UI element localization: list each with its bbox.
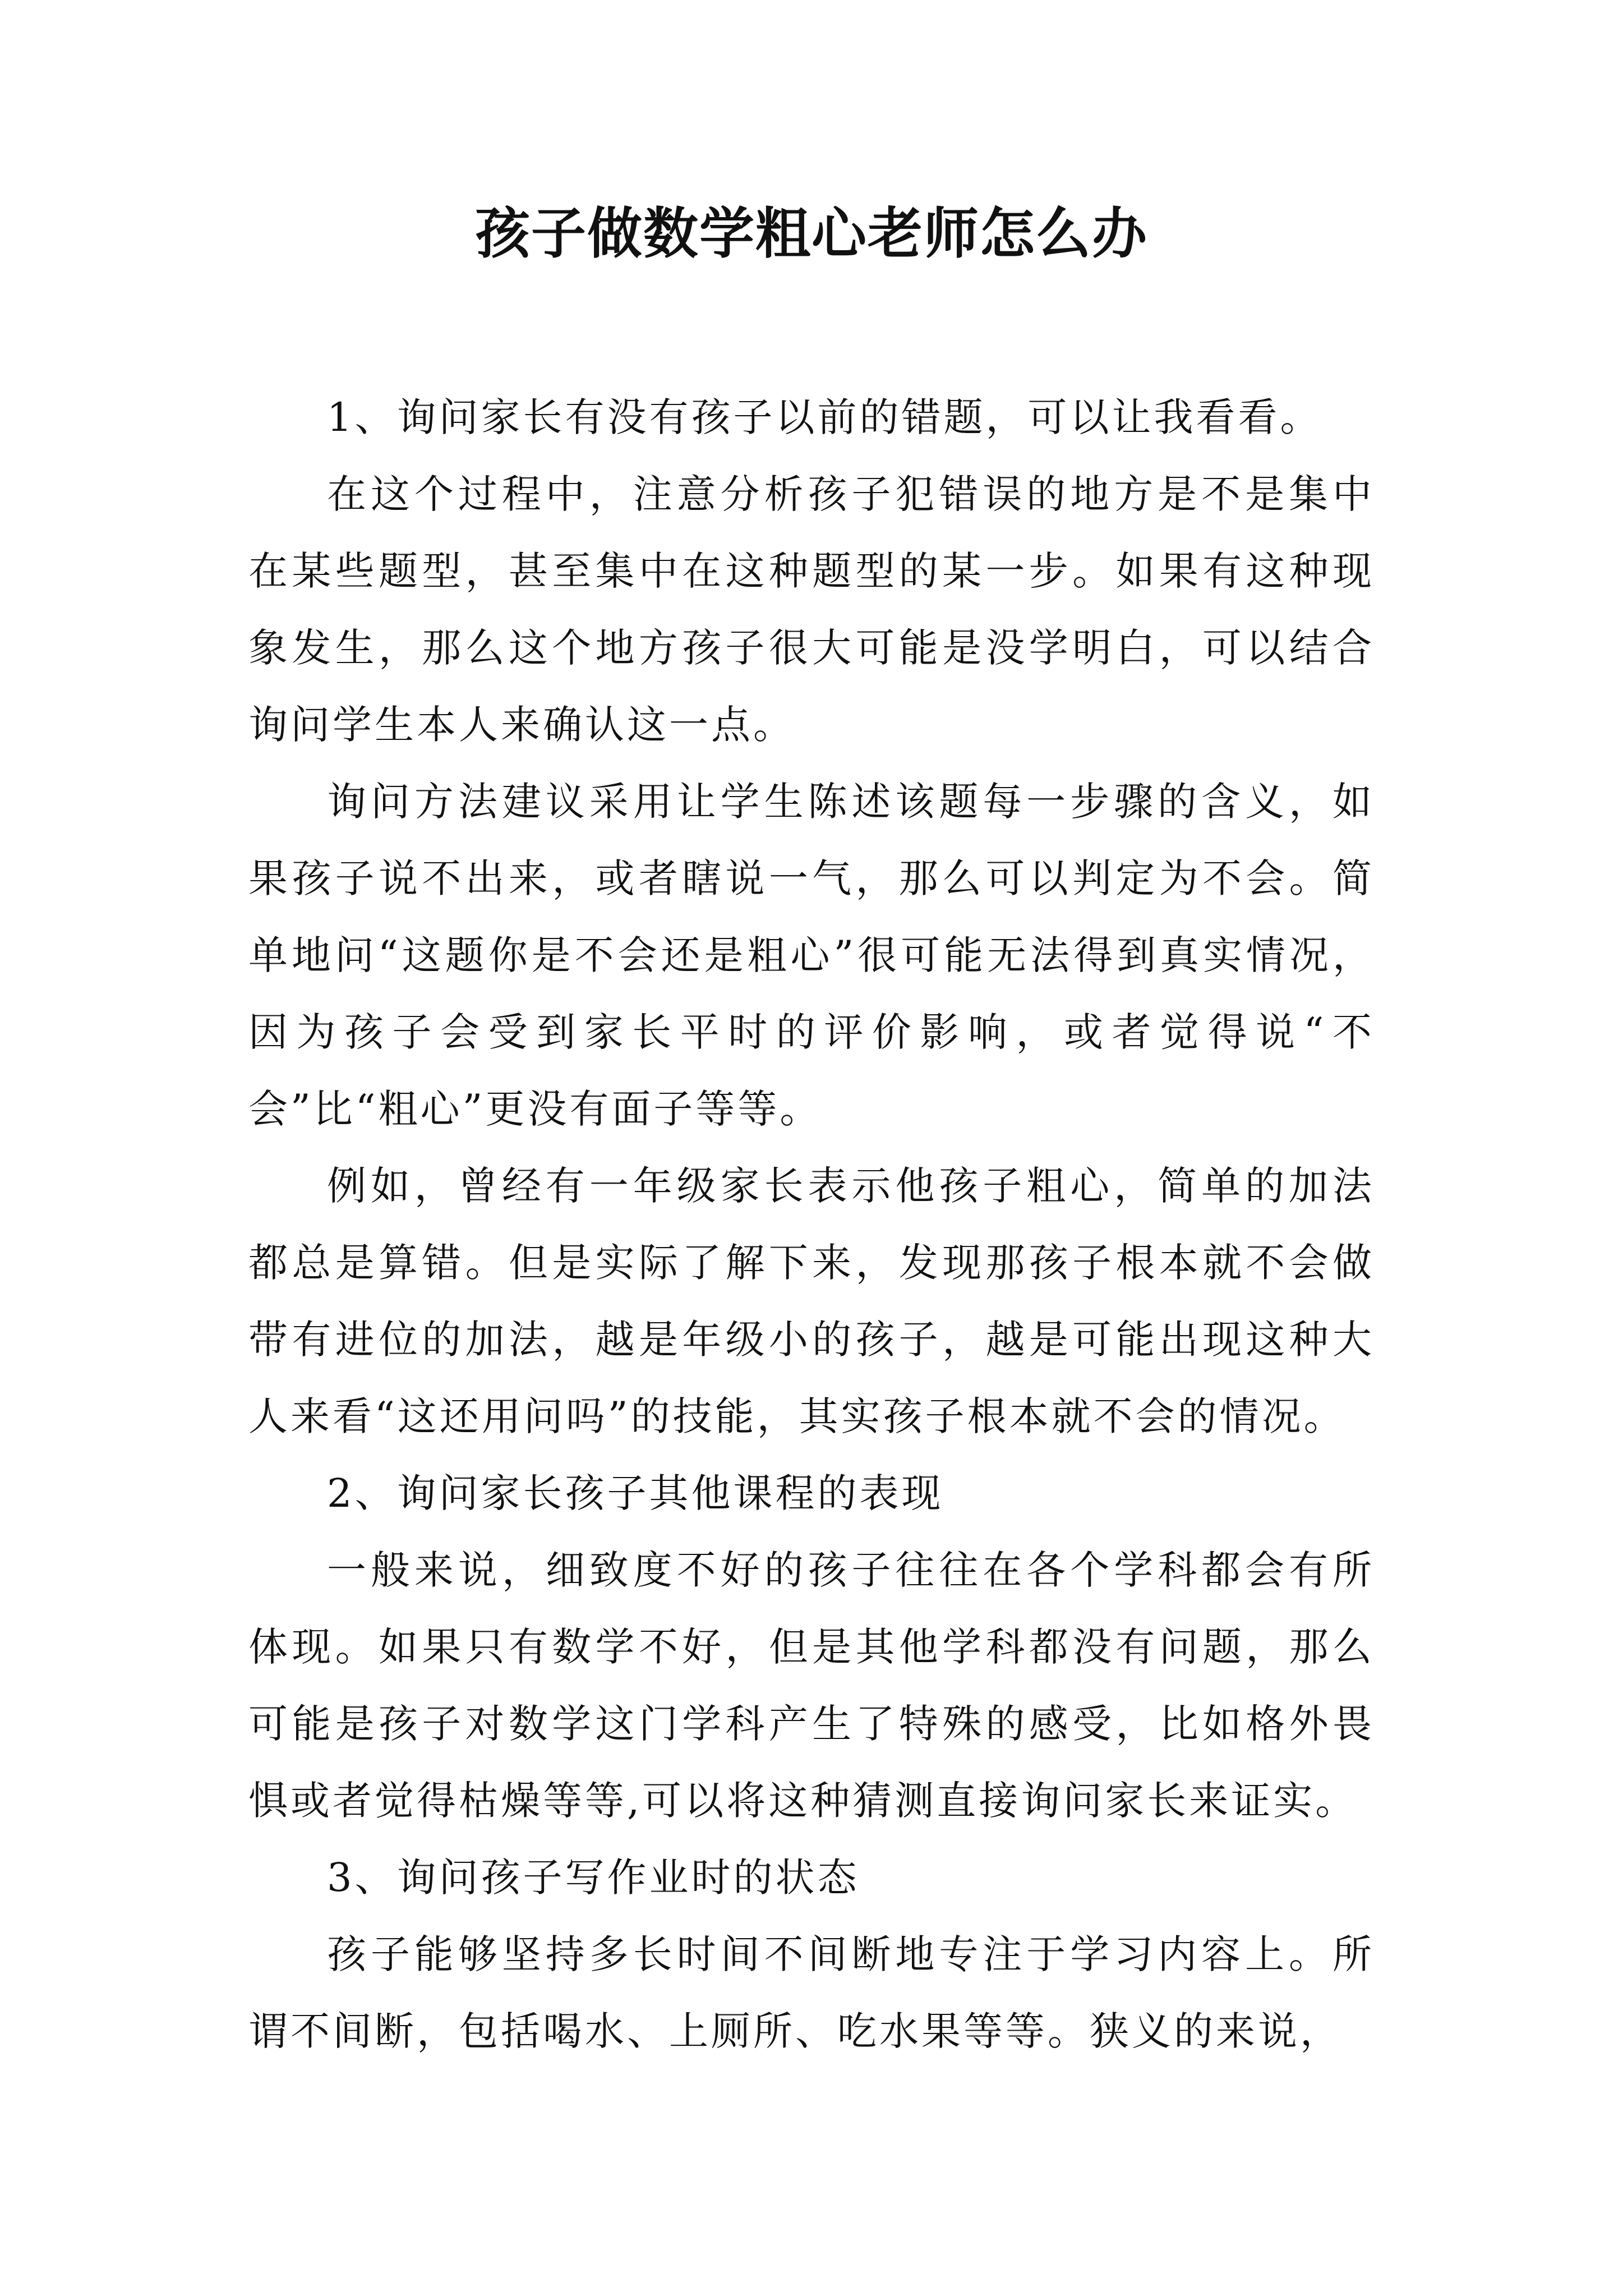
paragraph-4: 例如，曾经有一年级家长表示他孩子粗心，简单的加法都总是算错。但是实际了解下来，发现那孩子根本就不会做带有进位的加法，越是年级小的孩子，越是可能出现这种大人来看“这还用问吗”的技能，其实孩子根本就不会的情况。 bbox=[248, 1163, 1375, 1439]
document-body bbox=[248, 379, 1375, 2070]
paragraph-8: 孩子能够坚持多长时间不间断地专注于学习内容上。所谓不间断，包括喝水、上厕所、吃水果等等。狭义的来说， bbox=[248, 1931, 1375, 2054]
paragraph-7: 3、询问孩子写作业时的状态 bbox=[327, 1855, 860, 1901]
document-title: 孩子做数学粗心老师怎么办 bbox=[474, 202, 1148, 266]
paragraph-3: 询问方法建议采用让学生陈述该题每一步骤的含义，如果孩子说不出来，或者瞎说一气，那么可以判定为不会。简单地问“这题你是不会还是粗心”很可能无法得到真实情况，因为孩子会受到家长平时的评价影响，或者觉得说“不会”比“粗心”更没有面子等等。 bbox=[248, 779, 1375, 1132]
paragraph-5: 2、询问家长孩子其他课程的表现 bbox=[327, 1470, 944, 1516]
paragraph-1: 1、询问家长有没有孩子以前的错题，可以让我看看。 bbox=[327, 394, 1322, 440]
paragraph-2: 在这个过程中，注意分析孩子犯错误的地方是不是集中在某些题型，甚至集中在这种题型的某一步。如果有这种现象发生，那么这个地方孩子很大可能是没学明白，可以结合询问学生本人来确认这一点。 bbox=[248, 471, 1375, 748]
paragraph-6: 一般来说，细致度不好的孩子往往在各个学科都会有所体现。如果只有数学不好，但是其他学科都没有问题，那么可能是孩子对数学这门学科产生了特殊的感受，比如格外畏惧或者觉得枯燥等等,可以将这种猜测直接询问家长来证实。 bbox=[248, 1547, 1375, 1824]
